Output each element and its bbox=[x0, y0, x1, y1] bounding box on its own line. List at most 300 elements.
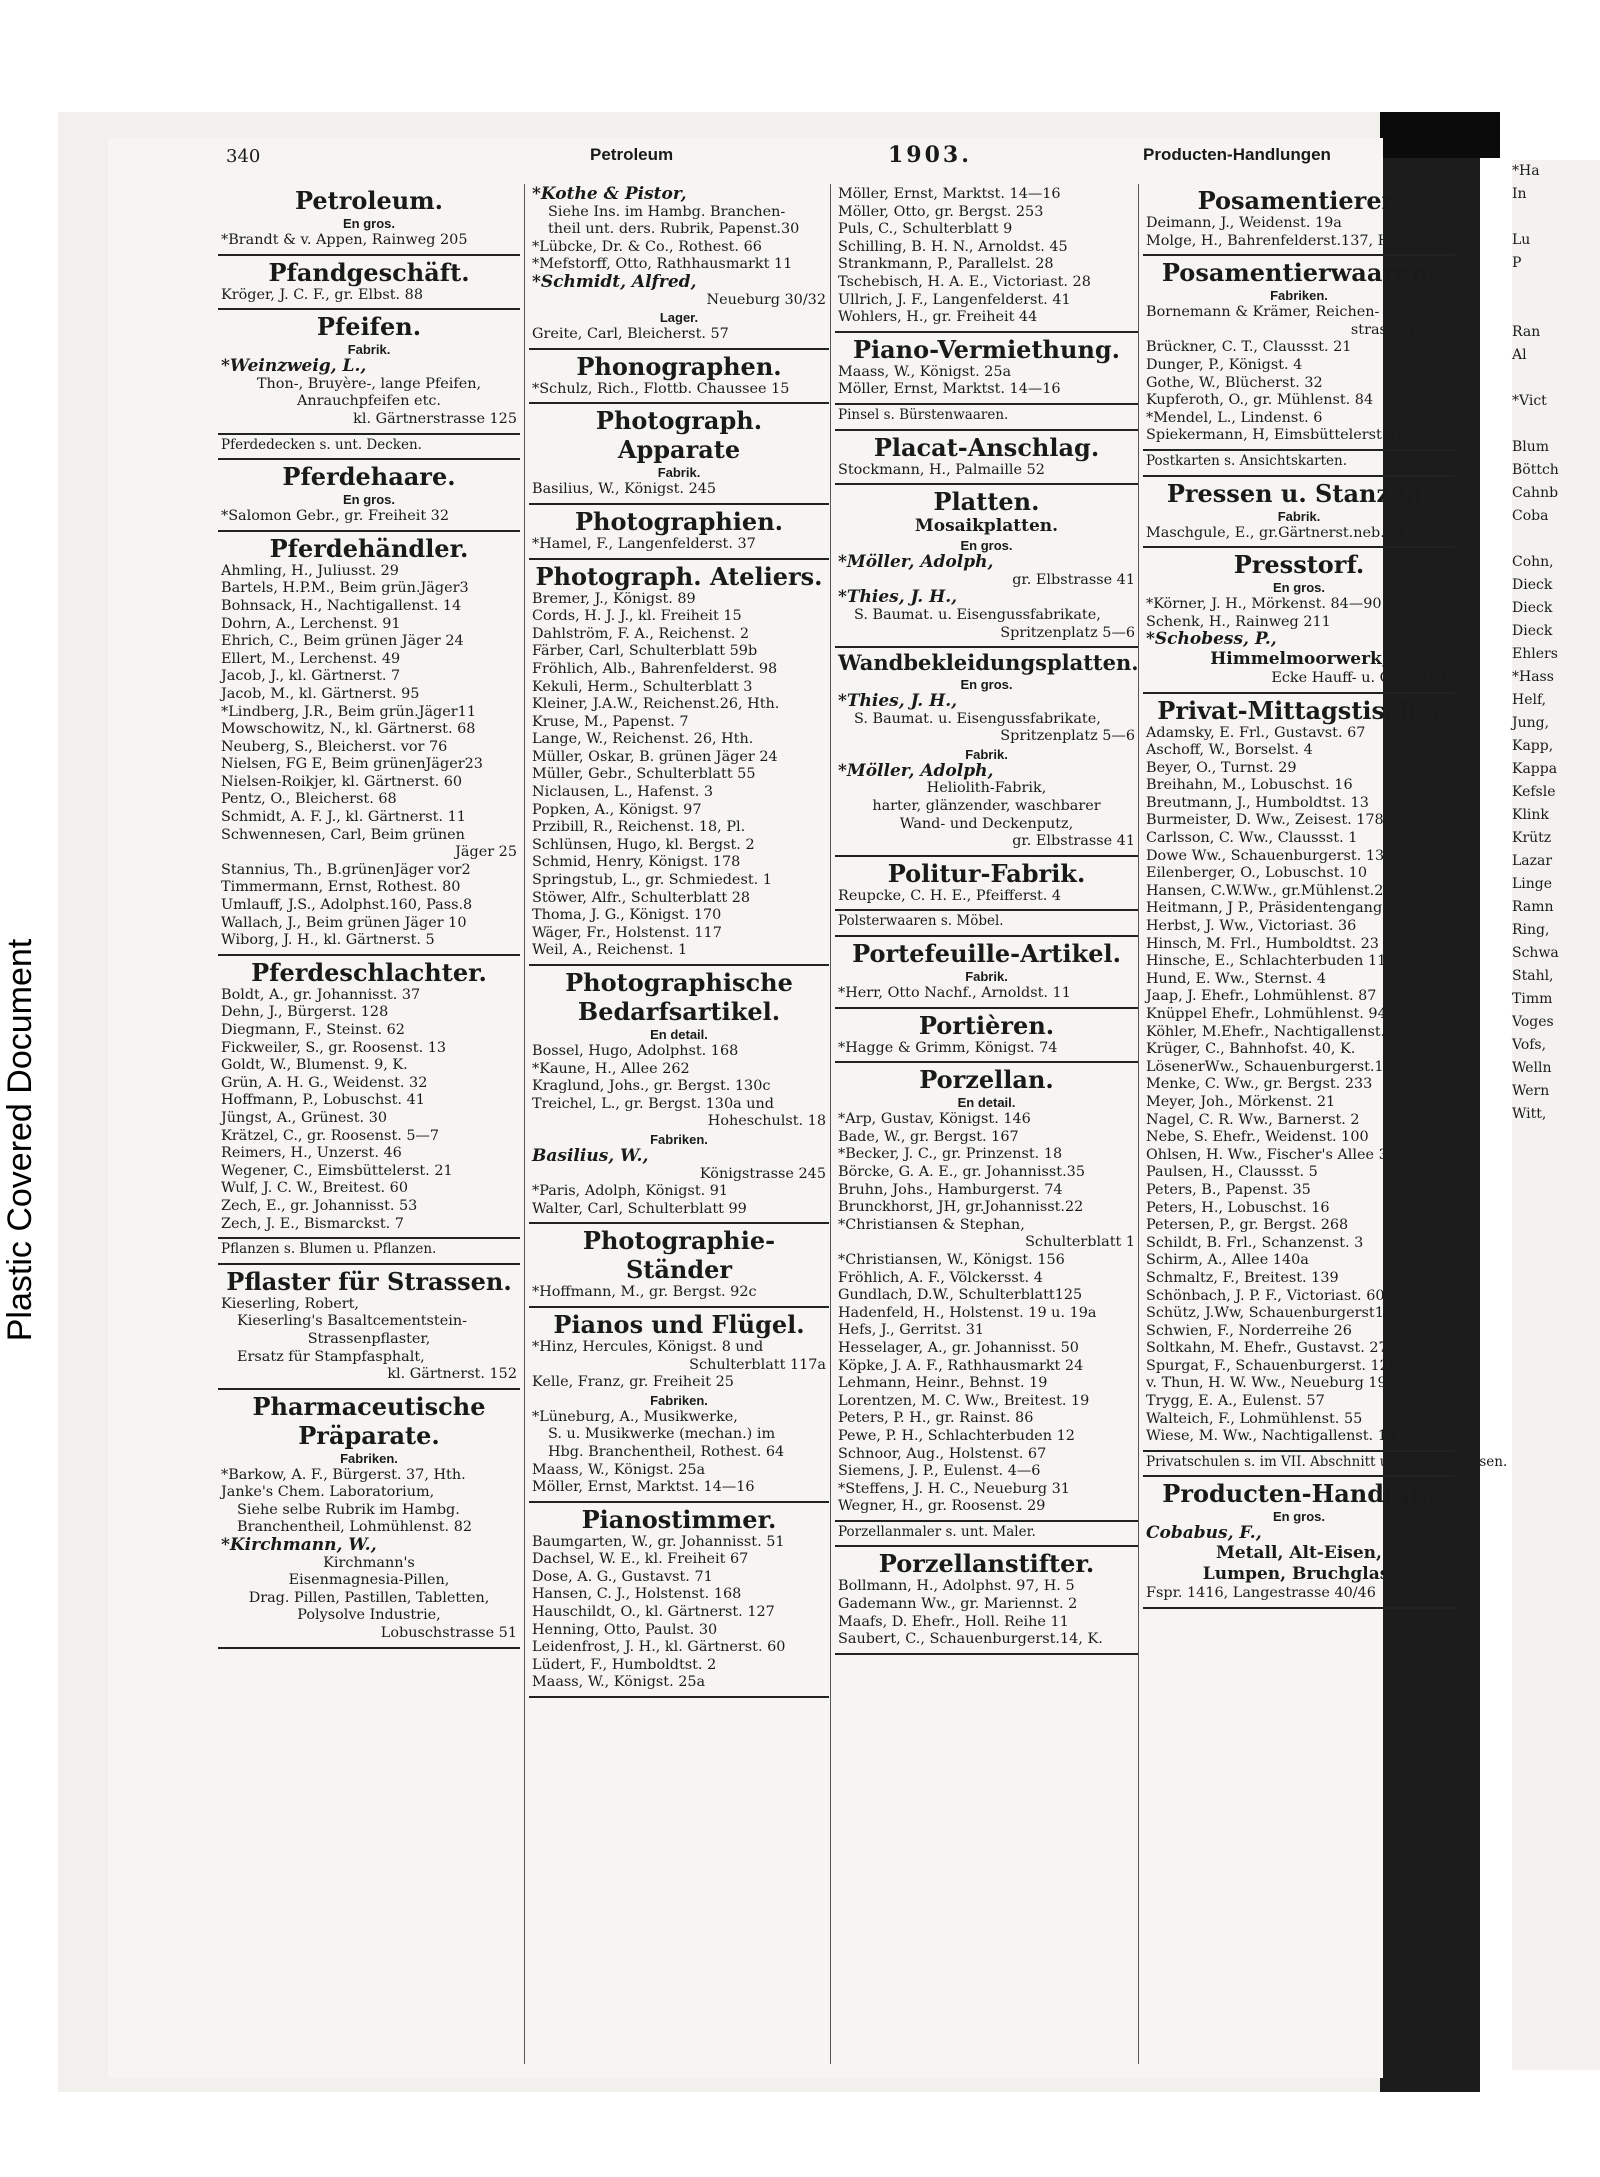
entry: *Mefstorff, Otto, Rathhausmarkt 11 bbox=[532, 256, 793, 273]
entry: Trygg, E. A., Eulenst. 57 bbox=[1146, 1393, 1325, 1410]
section bbox=[835, 911, 1138, 937]
entry: *Lüneburg, A., Musikwerke, bbox=[532, 1408, 738, 1425]
entry: Lorentzen, M. C. Ww., Breitest. 19 bbox=[838, 1392, 1090, 1409]
column-4 bbox=[1138, 184, 1508, 2064]
subheading: Himmelmoorwerk, bbox=[1210, 648, 1388, 669]
next-page-line bbox=[1512, 298, 1600, 321]
section-title: Posamentierer. bbox=[1197, 186, 1401, 215]
section bbox=[218, 1390, 520, 1649]
subheading: Lager. bbox=[659, 310, 699, 326]
section-title: Privat-Mittagstische. bbox=[1157, 695, 1441, 725]
entry: *Paris, Adolph, Königst. 91 bbox=[532, 1183, 729, 1200]
section bbox=[218, 184, 520, 256]
entry: kl. Gärtnerstrasse 125 bbox=[353, 410, 517, 427]
entry: *Christiansen & Stephan, bbox=[838, 1216, 1025, 1233]
entry: Breutmann, J., Humboldtst. 13 bbox=[1146, 794, 1369, 811]
section bbox=[218, 310, 520, 434]
entry: Krätzel, C., gr. Roosenst. 5—7 bbox=[221, 1127, 440, 1144]
directory-page bbox=[108, 138, 1508, 2078]
next-page-line: Kefsle bbox=[1512, 784, 1556, 800]
entry: Bruhn, Johs., Hamburgerst. 74 bbox=[838, 1181, 1063, 1198]
next-page-line: *Vict bbox=[1512, 393, 1547, 409]
section bbox=[529, 505, 829, 560]
entry: Schulterblatt 117a bbox=[689, 1356, 826, 1373]
next-page-line: Welln bbox=[1512, 1060, 1552, 1076]
entry: Ersatz für Stampfasphalt, bbox=[237, 1348, 425, 1365]
next-page-line: Lazar bbox=[1512, 853, 1553, 869]
entry: Meyer, Joh., Mörkenst. 21 bbox=[1146, 1093, 1336, 1110]
cross-reference: Pferdedecken s. unt. Decken. bbox=[221, 436, 422, 453]
entry: Wiborg, J. H., kl. Gärtnerst. 5 bbox=[221, 932, 435, 949]
next-page-line: Wern bbox=[1512, 1083, 1550, 1099]
entry: Spurgat, F., Schauenburgerst. 126 bbox=[1146, 1357, 1398, 1374]
entry: Popken, A., Königst. 97 bbox=[532, 801, 702, 818]
subheading: Fabriken. bbox=[1270, 288, 1328, 304]
entry: Neueburg 30/32 bbox=[706, 291, 826, 308]
entry: Brunckhorst, JH, gr.Johannisst.22 bbox=[838, 1199, 1084, 1216]
entry: *Thies, J. H., bbox=[838, 587, 958, 608]
entry: Dohrn, A., Lerchenst. 91 bbox=[221, 615, 401, 632]
subheading: Fabrik. bbox=[347, 342, 391, 358]
entry: Hansen, C.W.Ww., gr.Mühlenst.29 bbox=[1146, 882, 1393, 899]
entry: Breihahn, M., Lobuschst. 16 bbox=[1146, 777, 1353, 794]
entry: Spiekermann, H, Eimsbüttelerst.51 bbox=[1146, 427, 1405, 444]
entry: Ohlsen, H. Ww., Fischer's Allee 38 bbox=[1146, 1146, 1397, 1163]
entry: Fspr. 1416, Langestrasse 40/46 bbox=[1146, 1585, 1376, 1602]
next-page-line bbox=[1512, 367, 1600, 390]
entry: *Christiansen, W., Königst. 156 bbox=[838, 1251, 1065, 1268]
entry: Grün, A. H. G., Weidenst. 32 bbox=[221, 1074, 428, 1091]
entry: Schmidt, A. F. J., kl. Gärtnerst. 11 bbox=[221, 809, 466, 826]
section-title: Pianos und Flügel. bbox=[553, 1309, 805, 1339]
entry: Köhler, M.Ehefr., Nachtigallenst.5 bbox=[1146, 1023, 1395, 1040]
next-page-line: Voges bbox=[1512, 1014, 1554, 1030]
entry: *Arp, Gustav, Königst. 146 bbox=[838, 1111, 1031, 1128]
entry: Kekuli, Herm., Schulterblatt 3 bbox=[532, 678, 753, 695]
entry: Knüppel Ehefr., Lohmühlenst. 94 bbox=[1146, 1006, 1387, 1022]
entry: Bade, W., gr. Bergst. 167 bbox=[838, 1128, 1019, 1145]
entry: Diegmann, F., Steinst. 62 bbox=[221, 1022, 405, 1038]
entry: *Hagge & Grimm, Königst. 74 bbox=[838, 1039, 1058, 1056]
section-title: Wandbekleidungsplatten. bbox=[838, 650, 1139, 676]
section-title: Petroleum. bbox=[295, 186, 443, 215]
entry: Molge, H., Bahrenfelderst.137, H.10 bbox=[1146, 232, 1414, 249]
entry: Bremer, J., Königst. 89 bbox=[532, 590, 696, 607]
section-title: Presstorf. bbox=[1233, 550, 1365, 580]
entry: Nielsen, FG E, Beim grünenJäger23 bbox=[221, 756, 483, 773]
entry: Wiese, M. Ww., Nachtigallenst. 15 bbox=[1146, 1428, 1397, 1445]
entry: Wäger, Fr., Holstenst. 117 bbox=[532, 924, 722, 941]
next-page-line: Kapp, bbox=[1512, 738, 1554, 754]
section bbox=[835, 405, 1138, 431]
entry: Reupcke, C. H. E., Pfeifferst. 4 bbox=[838, 887, 1062, 904]
section-title: Pressen u. Stanzen. bbox=[1166, 478, 1432, 508]
entry: Fröhlich, Alb., Bahrenfelderst. 98 bbox=[532, 660, 778, 677]
entry: Kraglund, Johs., gr. Bergst. 130c bbox=[532, 1078, 771, 1095]
side-label: Plastic Covered Document bbox=[1, 938, 39, 1342]
next-page-line: Helf, bbox=[1512, 692, 1547, 708]
entry: Anrauchpfeifen etc. bbox=[297, 393, 441, 410]
entry: Schulterblatt 1 bbox=[1025, 1234, 1135, 1251]
next-page-line: Dieck bbox=[1512, 600, 1553, 616]
entry: Spritzenplatz 5—6 bbox=[1000, 624, 1135, 641]
entry: Wand- und Deckenputz, bbox=[899, 815, 1074, 832]
entry: Carlsson, C. Ww., Claussst. 1 bbox=[1146, 830, 1358, 847]
entry: Dahlström, F. A., Reichenst. 2 bbox=[532, 625, 750, 642]
column-2 bbox=[524, 184, 829, 2064]
section bbox=[1143, 1477, 1455, 1608]
entry: Lobuschstrasse 51 bbox=[380, 1625, 517, 1642]
entry: Müller, Oskar, B. grünen Jäger 24 bbox=[532, 748, 778, 765]
running-head-right: Producten-Handlungen bbox=[1143, 145, 1331, 164]
entry: Wegner, H., gr. Roosenst. 29 bbox=[838, 1498, 1046, 1515]
entry: Hoheschulst. 18 bbox=[707, 1113, 826, 1130]
entry: gr. Elbstrasse 41 bbox=[1012, 571, 1135, 588]
next-page-line: *Ha bbox=[1512, 163, 1540, 179]
entry: *Mendel, L., Lindenst. 6 bbox=[1146, 409, 1323, 426]
page-number: 340 bbox=[226, 146, 261, 167]
entry: Börcke, G. A. E., gr. Johannisst.35 bbox=[838, 1164, 1085, 1180]
entry: Timmermann, Ernst, Rothest. 80 bbox=[221, 879, 461, 896]
entry: Dowe Ww., Schauenburgerst. 130 bbox=[1146, 847, 1394, 864]
entry: Branchentheil, Lohmühlenst. 82 bbox=[237, 1519, 473, 1536]
next-page-line: P bbox=[1512, 255, 1522, 271]
entry: Hinsch, M. Frl., Humboldtst. 23 bbox=[1146, 935, 1379, 952]
section bbox=[835, 431, 1138, 486]
page-header bbox=[218, 138, 1383, 172]
entry: Möller, Ernst, Marktst. 14—16 bbox=[838, 381, 1061, 398]
next-page-line: Kappa bbox=[1512, 761, 1558, 777]
section-title: Pferdeschlachter. bbox=[251, 957, 487, 987]
entry: Strankmann, P., Parallelst. 28 bbox=[838, 256, 1054, 273]
section bbox=[218, 435, 520, 461]
entry: Peters, B., Papenst. 35 bbox=[1146, 1181, 1311, 1198]
section bbox=[1143, 477, 1455, 549]
next-page-line bbox=[1512, 413, 1600, 436]
cross-reference: Postkarten s. Ansichtskarten. bbox=[1146, 452, 1347, 469]
entry: Adamsky, E. Frl., Gustavst. 67 bbox=[1146, 724, 1366, 741]
subheading: Fabrik. bbox=[965, 969, 1008, 985]
section bbox=[835, 184, 1138, 333]
next-page-line: Witt, bbox=[1512, 1106, 1547, 1122]
next-page-line bbox=[1512, 275, 1600, 298]
entry: harter, glänzender, waschbarer bbox=[872, 798, 1101, 815]
entry: Aschoff, W., Borselst. 4 bbox=[1146, 742, 1313, 759]
entry: Schönbach, J. P. F., Victoriast. 60 bbox=[1146, 1287, 1385, 1304]
entry: *Barkow, A. F., Bürgerst. 37, Hth. bbox=[221, 1466, 466, 1483]
entry: Ecke Hauff- u. Gerichtst. bbox=[1271, 669, 1452, 686]
entry: Ehrich, C., Beim grünen Jäger 24 bbox=[221, 633, 464, 650]
next-page-line: Al bbox=[1512, 347, 1527, 363]
entry: Schmaltz, F., Breitest. 139 bbox=[1146, 1269, 1339, 1286]
section-title: Piano-Vermiethung. bbox=[852, 334, 1121, 364]
entry: Hinsche, E., Schlachterbuden 11 bbox=[1146, 953, 1387, 970]
entry: Nebe, S. Ehefr., Weidenst. 100 bbox=[1146, 1129, 1369, 1146]
entry: Wegener, C., Eimsbüttelerst. 21 bbox=[221, 1162, 453, 1179]
entry: Kupferoth, O., gr. Mühlenst. 84 bbox=[1146, 392, 1374, 409]
entry: Wohlers, H., gr. Freiheit 44 bbox=[838, 309, 1038, 326]
entry: Maass, W., Königst. 25a bbox=[532, 1461, 706, 1478]
entry: *Brandt & v. Appen, Rainweg 205 bbox=[221, 232, 468, 248]
entry: Greite, Carl, Bleicherst. 57 bbox=[532, 326, 729, 343]
section bbox=[529, 966, 829, 1224]
running-head-left: Petroleum bbox=[590, 145, 674, 164]
entry: Siemens, J. P., Eulenst. 4—6 bbox=[838, 1463, 1041, 1480]
entry: Ellert, M., Lerchenst. 49 bbox=[221, 650, 401, 667]
subheading: Fabriken. bbox=[340, 1450, 398, 1466]
entry: Basilius, W., bbox=[532, 1145, 649, 1166]
entry: Schenk, H., Rainweg 211 bbox=[1146, 613, 1331, 630]
entry: Polysolve Industrie, bbox=[297, 1607, 441, 1624]
columns bbox=[218, 184, 1508, 2064]
subheading: En detail. bbox=[957, 1095, 1016, 1111]
next-page-line: Cohn, bbox=[1512, 554, 1554, 570]
subheading: En gros. bbox=[960, 538, 1013, 554]
entry: Niclausen, L., Hafenst. 3 bbox=[532, 784, 714, 801]
entry: Baumgarten, W., gr. Johannisst. 51 bbox=[532, 1533, 785, 1550]
subheading: En gros. bbox=[1272, 580, 1325, 596]
section bbox=[529, 350, 829, 405]
entry: Färber, Carl, Schulterblatt 59b bbox=[532, 643, 758, 660]
book-gutter-top bbox=[1380, 112, 1500, 158]
entry: Bohnsack, H., Nachtigallenst. 14 bbox=[221, 597, 462, 614]
section-title: Producten-Handlgn. bbox=[1162, 1479, 1436, 1509]
entry: Schlünsen, Hugo, kl. Bergst. 2 bbox=[532, 836, 755, 853]
cross-reference: Pflanzen s. Blumen u. Pflanzen. bbox=[221, 1241, 437, 1258]
next-page-line bbox=[1512, 528, 1600, 551]
entry: S. Baumat. u. Eisengussfabrikate, bbox=[854, 606, 1101, 623]
cross-reference: Porzellanmaler s. unt. Maler. bbox=[838, 1523, 1036, 1540]
next-page-line: In bbox=[1512, 186, 1527, 202]
section bbox=[835, 937, 1138, 1009]
entry: *Körner, J. H., Mörkenst. 84—90 bbox=[1146, 596, 1382, 613]
next-page-line: Jung, bbox=[1512, 715, 1550, 731]
next-page-line: Blum bbox=[1512, 439, 1550, 455]
entry: Kirchmann's bbox=[323, 1554, 415, 1571]
section-title: Phonographen. bbox=[576, 351, 782, 381]
section bbox=[835, 485, 1138, 648]
entry: Wulf, J. C. W., Breitest. 60 bbox=[221, 1180, 408, 1197]
entry: *Salomon Gebr., gr. Freiheit 32 bbox=[221, 508, 449, 525]
entry: Thoma, J. G., Königst. 170 bbox=[532, 907, 722, 924]
section bbox=[529, 1308, 829, 1503]
section-title: Photograph. Ateliers. bbox=[535, 561, 823, 591]
year: 1903. bbox=[888, 142, 972, 168]
section-title: Pianostimmer. bbox=[581, 1504, 777, 1534]
entry: Kieserling's Basaltcementstein- bbox=[237, 1313, 467, 1330]
entry: Leidenfrost, J. H., kl. Gärtnerst. 60 bbox=[532, 1639, 786, 1656]
section bbox=[1143, 256, 1455, 451]
entry: Hansen, C. J., Holstenst. 168 bbox=[532, 1586, 742, 1603]
entry: Nielsen-Roikjer, kl. Gärtnerst. 60 bbox=[221, 773, 463, 790]
entry: Ullrich, J. F., Langenfelderst. 41 bbox=[838, 291, 1071, 308]
entry: Fröhlich, A. F., Völckersst. 4 bbox=[838, 1269, 1043, 1286]
entry: v. Thun, H. W. Ww., Neueburg 19 bbox=[1146, 1375, 1387, 1392]
entry: Gothe, W., Blücherst. 32 bbox=[1146, 374, 1323, 391]
entry: *Hamel, F., Langenfelderst. 37 bbox=[532, 535, 756, 552]
section-title: Platten. bbox=[933, 487, 1040, 517]
entry: Strassenpflaster, bbox=[307, 1330, 431, 1347]
entry: Lehmann, Heinr., Behnst. 19 bbox=[838, 1375, 1048, 1392]
entry: Schnoor, Aug., Holstenst. 67 bbox=[838, 1445, 1047, 1462]
section-title: Pharmaceutische Präparate. bbox=[252, 1391, 486, 1450]
section-title: Pfeifen. bbox=[316, 312, 422, 342]
section bbox=[1143, 694, 1455, 1452]
entry: *Kaune, H., Allee 262 bbox=[532, 1060, 690, 1077]
section-title: Porzellanstifter. bbox=[878, 1549, 1095, 1579]
entry: Maass, W., Königst. 25a bbox=[838, 363, 1012, 380]
entry: Bollmann, H., Adolphst. 97, H. 5 bbox=[838, 1578, 1075, 1595]
entry: Cords, H. J. J., kl. Freiheit 15 bbox=[532, 608, 742, 625]
entry: theil unt. ders. Rubrik, Papenst.30 bbox=[548, 221, 800, 238]
entry: *Herr, Otto Nachf., Arnoldst. 11 bbox=[838, 985, 1071, 1002]
subheading: Mosaikplatten. bbox=[914, 516, 1059, 537]
entry: Maass, W., Königst. 25a bbox=[532, 1674, 706, 1691]
section bbox=[529, 184, 829, 350]
entry: Dunger, P., Königst. 4 bbox=[1146, 356, 1303, 373]
entry: Möller, Ernst, Marktst. 14—16 bbox=[532, 1479, 755, 1496]
entry: Hesselager, A., gr. Johannisst. 50 bbox=[838, 1339, 1079, 1356]
entry: strasse 16, H. bbox=[1350, 321, 1452, 338]
next-page-fragment bbox=[1512, 160, 1600, 2070]
entry: gr. Elbstrasse 41 bbox=[1012, 833, 1135, 850]
entry: Kröger, J. C. F., gr. Elbst. 88 bbox=[221, 286, 423, 303]
entry: Puls, C., Schulterblatt 9 bbox=[838, 221, 1013, 238]
entry: Heliolith-Fabrik, bbox=[926, 780, 1047, 797]
entry: Basilius, W., Königst. 245 bbox=[532, 481, 717, 498]
section bbox=[1143, 548, 1455, 693]
subheading: Fabrik. bbox=[657, 465, 701, 481]
entry: *Kirchmann, W., bbox=[221, 1535, 377, 1556]
next-page-line: Linge bbox=[1512, 876, 1553, 892]
section-title: Photograph. Apparate bbox=[595, 406, 763, 465]
section bbox=[835, 1009, 1138, 1064]
entry: Eisenmagnesia-Pillen, bbox=[288, 1572, 450, 1589]
entry: Schilling, B. H. N., Arnoldst. 45 bbox=[838, 238, 1068, 255]
entry: Bornemann & Krämer, Reichen- bbox=[1146, 304, 1380, 321]
section bbox=[529, 404, 829, 505]
entry: Deimann, J., Weidenst. 19a bbox=[1146, 215, 1342, 231]
entry: Umlauff, J.S., Adolphst.160, Pass.8 bbox=[221, 897, 473, 914]
subheading: En gros. bbox=[342, 216, 395, 231]
section-title: Pferdehaare. bbox=[282, 462, 456, 492]
section bbox=[1143, 451, 1455, 477]
next-page-line: Coba bbox=[1512, 508, 1549, 524]
entry: Janke's Chem. Laboratorium, bbox=[221, 1484, 435, 1501]
entry: Jacob, M., kl. Gärtnerst. 95 bbox=[221, 685, 420, 702]
next-page-line: Ramn bbox=[1512, 899, 1554, 915]
section bbox=[835, 1522, 1138, 1548]
entry: Lüdert, F., Humboldtst. 2 bbox=[532, 1656, 717, 1673]
entry: Gundlach, D.W., Schulterblatt125 bbox=[838, 1287, 1083, 1304]
entry: Reimers, H., Unzerst. 46 bbox=[221, 1145, 402, 1162]
entry: Dehn, J., Bürgerst. 128 bbox=[221, 1004, 389, 1021]
entry: Dose, A. G., Gustavst. 71 bbox=[532, 1568, 713, 1585]
section-title: Photographien. bbox=[575, 506, 783, 536]
entry: Goldt, W., Blumenst. 9, K. bbox=[221, 1057, 408, 1074]
cross-reference: Pinsel s. Bürstenwaaren. bbox=[838, 406, 1009, 423]
subheading: En detail. bbox=[650, 1027, 708, 1042]
entry: Köpke, J. A. F., Rathhausmarkt 24 bbox=[838, 1357, 1084, 1374]
entry: Hbg. Branchentheil, Rothest. 64 bbox=[548, 1443, 785, 1460]
entry: Wallach, J., Beim grünen Jäger 10 bbox=[221, 914, 467, 931]
next-page-line: Ring, bbox=[1512, 922, 1550, 938]
section bbox=[835, 1063, 1138, 1522]
entry: Soltkahn, M. Ehefr., Gustavst. 27 bbox=[1146, 1340, 1388, 1357]
section bbox=[835, 1547, 1138, 1654]
subheading: En gros. bbox=[1272, 1509, 1325, 1525]
entry: *Hoffmann, M., gr. Bergst. 92c bbox=[532, 1284, 757, 1301]
entry: Möller, Otto, gr. Bergst. 253 bbox=[838, 203, 1044, 220]
entry: *Schobess, P., bbox=[1146, 629, 1277, 650]
section-title: Placat-Anschlag. bbox=[873, 432, 1100, 462]
subheading: Fabrik. bbox=[1277, 508, 1321, 524]
entry: Ahmling, H., Juliusst. 29 bbox=[221, 562, 399, 579]
entry: Jüngst, A., Grünest. 30 bbox=[221, 1109, 388, 1126]
entry: Herbst, J. Ww., Victoriast. 36 bbox=[1146, 918, 1357, 935]
entry: Mowschowitz, N., kl. Gärtnerst. 68 bbox=[221, 721, 476, 738]
entry: Brückner, C. T., Claussst. 21 bbox=[1146, 339, 1352, 356]
entry: *Lübcke, Dr. & Co., Rothest. 66 bbox=[532, 238, 762, 255]
next-page-line: Böttch bbox=[1512, 462, 1559, 478]
entry: Hoffmann, P., Lobuschst. 41 bbox=[221, 1092, 425, 1109]
section bbox=[835, 857, 1138, 912]
entry: *Möller, Adolph, bbox=[838, 760, 994, 781]
entry: *Schulz, Rich., Flottb. Chaussee 15 bbox=[532, 380, 790, 397]
entry: Spritzenplatz 5—6 bbox=[1000, 728, 1135, 745]
section bbox=[529, 1503, 829, 1698]
section bbox=[218, 460, 520, 532]
subheading: En gros. bbox=[342, 492, 395, 508]
entry: Peters, P. H., gr. Rainst. 86 bbox=[838, 1410, 1034, 1427]
entry: *Lindberg, J.R., Beim grün.Jäger11 bbox=[221, 703, 476, 720]
entry: Przibill, R., Reichenst. 18, Pl. bbox=[532, 819, 746, 836]
entry: Tschebisch, H. A. E., Victoriast. 28 bbox=[838, 273, 1091, 290]
entry: Stannius, Th., B.grünenJäger vor2 bbox=[221, 861, 471, 878]
entry: Kruse, M., Papenst. 7 bbox=[532, 713, 689, 730]
entry: Petersen, P., gr. Bergst. 268 bbox=[1146, 1217, 1349, 1234]
entry: Hadenfeld, H., Holstenst. 19 u. 19a bbox=[838, 1304, 1097, 1321]
entry: Zech, E., gr. Johannisst. 53 bbox=[221, 1197, 418, 1214]
section bbox=[218, 1265, 520, 1390]
next-page-line: Klink bbox=[1512, 807, 1549, 823]
next-page-line: Dieck bbox=[1512, 623, 1553, 639]
entry: Beyer, O., Turnst. 29 bbox=[1146, 759, 1297, 776]
next-page-line: Stahl, bbox=[1512, 968, 1554, 984]
section bbox=[218, 256, 520, 311]
entry: Paulsen, H., Claussst. 5 bbox=[1146, 1164, 1318, 1181]
entry: *Schmidt, Alfred, bbox=[532, 271, 697, 292]
entry: Weil, A., Reichenst. 1 bbox=[532, 942, 688, 959]
entry: Cobabus, F., bbox=[1146, 1523, 1262, 1544]
entry: Schmid, Henry, Königst. 178 bbox=[532, 854, 741, 871]
entry: *Steffens, J. H. C., Neueburg 31 bbox=[838, 1480, 1070, 1497]
entry: Fickweiler, S., gr. Roosenst. 13 bbox=[221, 1039, 447, 1056]
entry: Boldt, A., gr. Johannisst. 37 bbox=[221, 986, 421, 1003]
next-page-line bbox=[1512, 206, 1600, 229]
next-page-line: Schwa bbox=[1512, 945, 1559, 961]
section-title: Portièren. bbox=[918, 1010, 1055, 1040]
entry: Kelle, Franz, gr. Freiheit 25 bbox=[532, 1374, 734, 1391]
entry: Siehe Ins. im Hambg. Branchen- bbox=[548, 203, 786, 220]
entry: *Thies, J. H., bbox=[838, 691, 958, 712]
entry: Schütz, J.Ww, Schauenburgerst139 bbox=[1146, 1305, 1403, 1322]
section bbox=[218, 1239, 520, 1265]
column-3 bbox=[830, 184, 1138, 2064]
cross-reference: Polsterwaaren s. Möbel. bbox=[838, 913, 1004, 930]
entry: Burmeister, D. Ww., Zeisest. 178 bbox=[1146, 812, 1384, 829]
section-title: Portefeuille-Artikel. bbox=[852, 939, 1121, 969]
